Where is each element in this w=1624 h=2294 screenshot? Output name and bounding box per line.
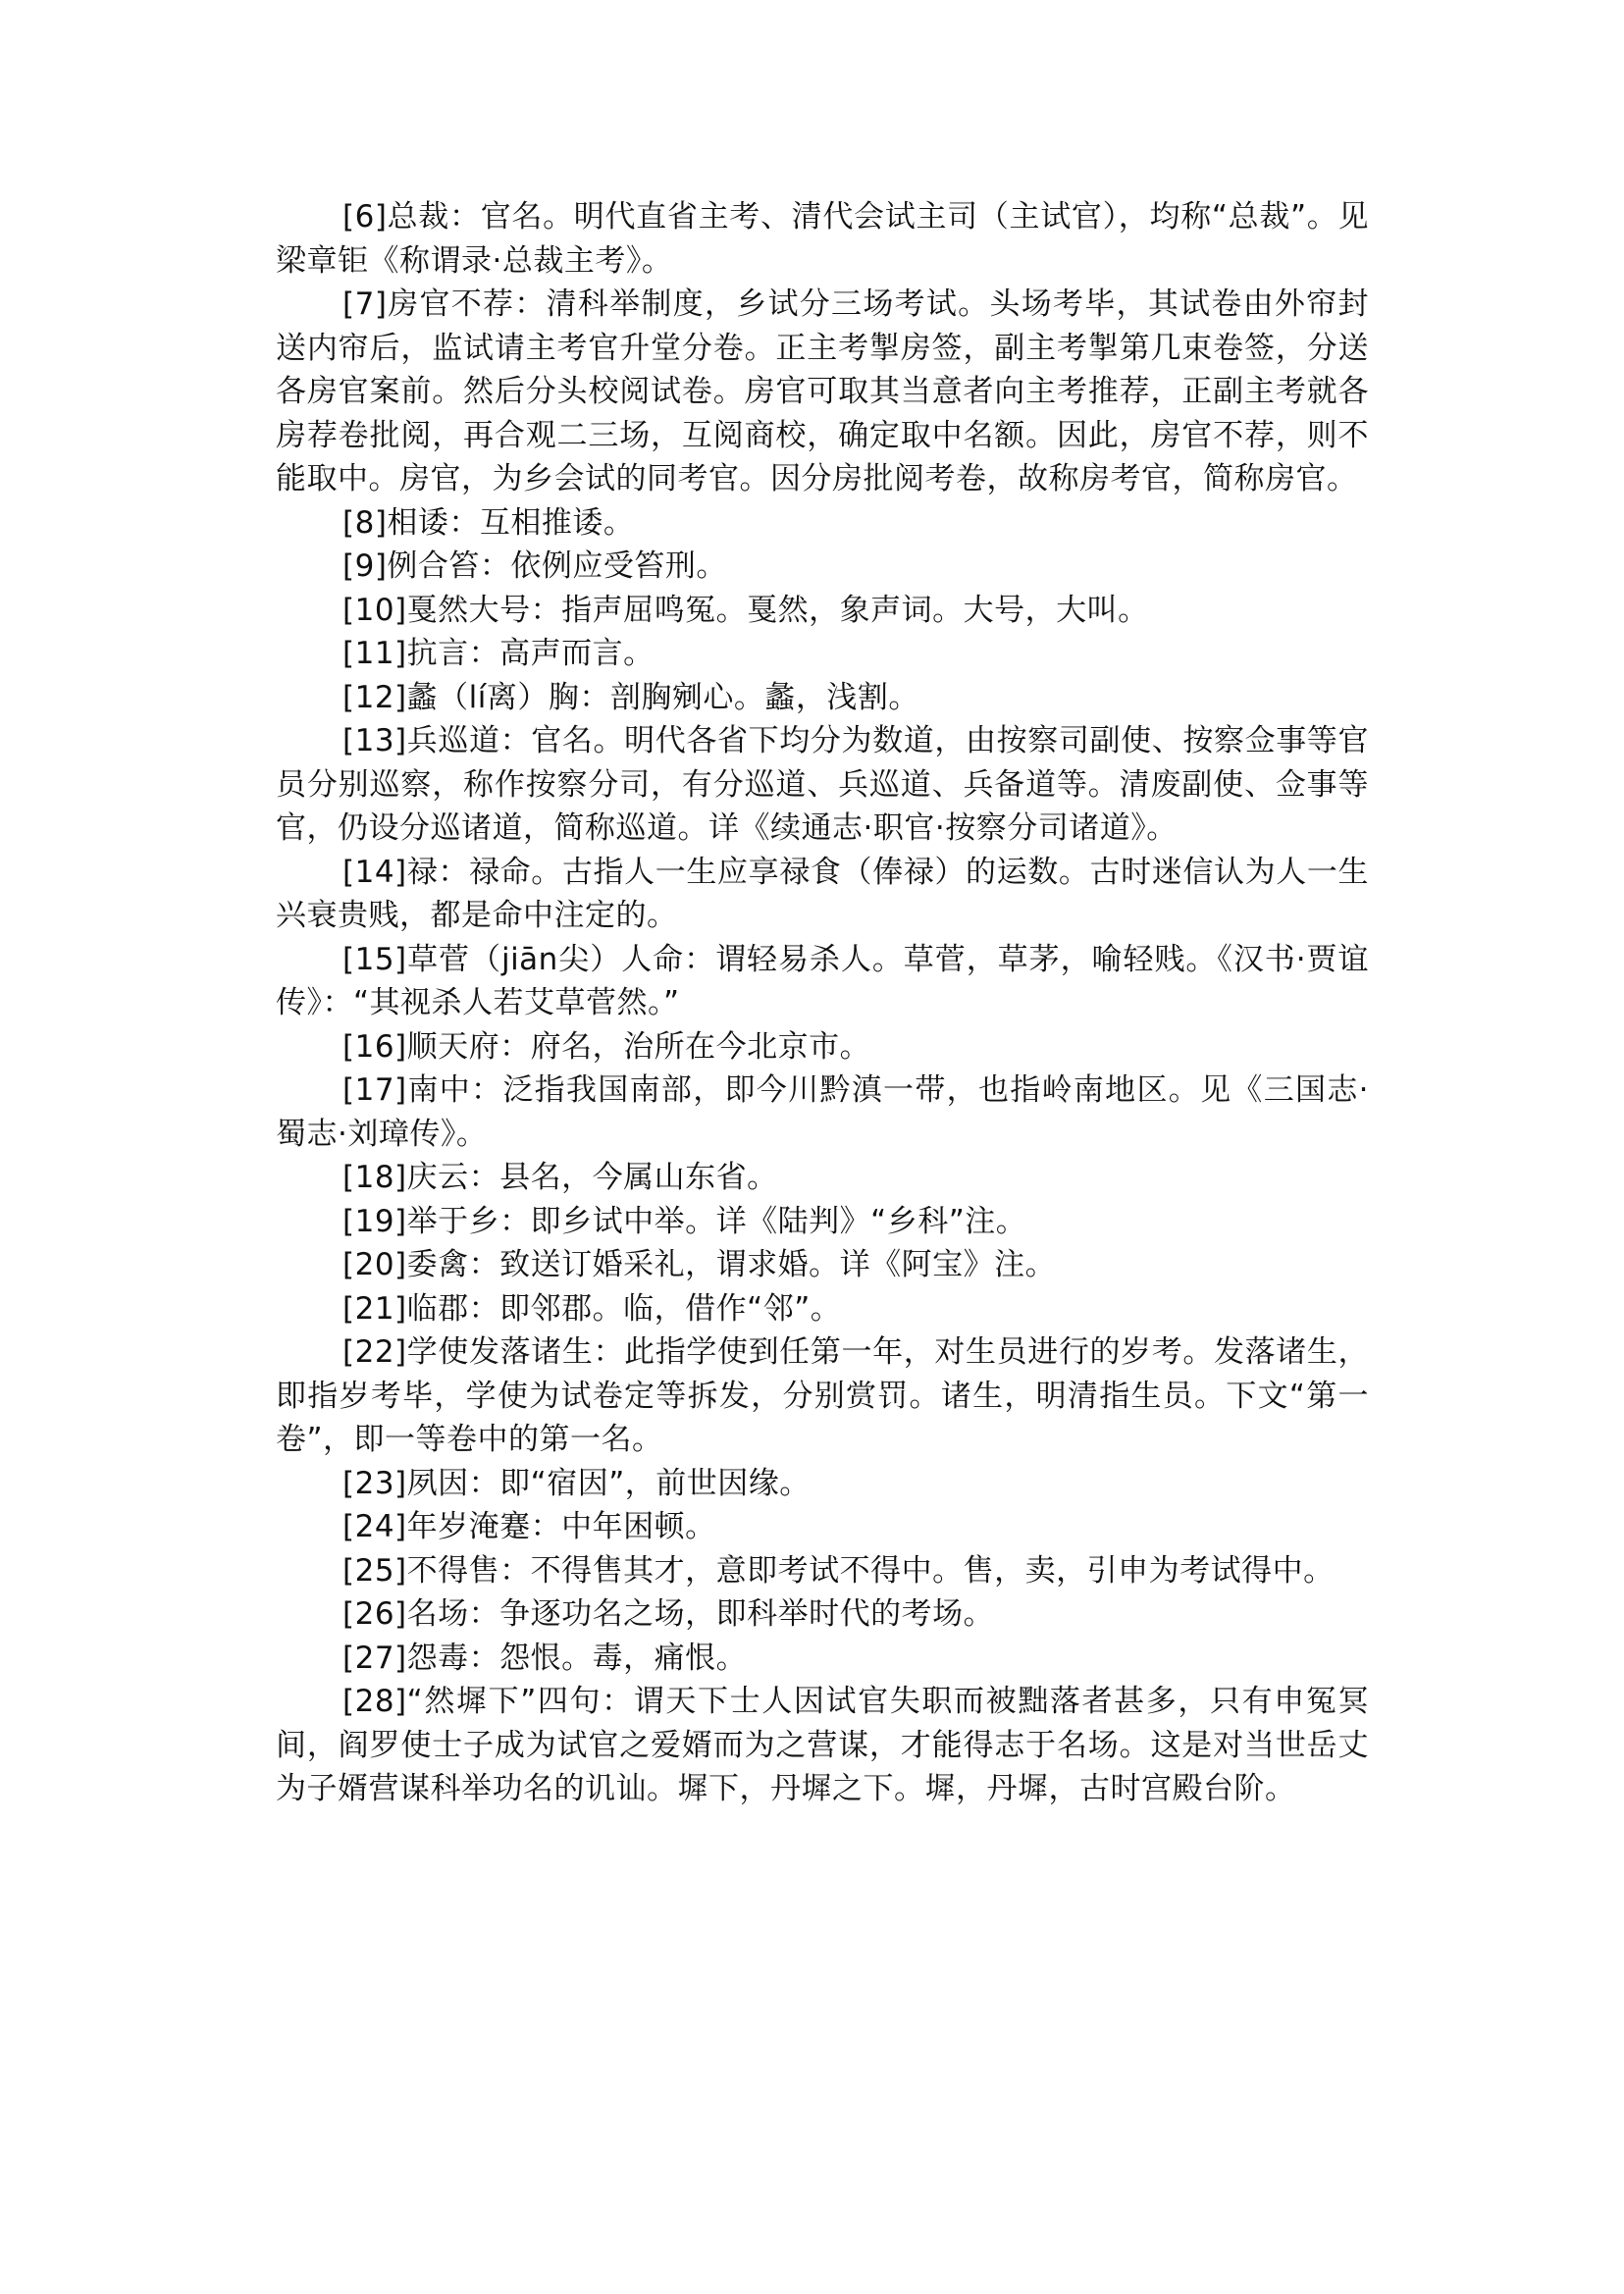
note-23: [23]夙因：即“宿因”，前世因缘。 [342, 1465, 811, 1501]
note-25: [25]不得售：不得售其才，意即考试不得中。售，卖，引申为考试得中。 [342, 1552, 1335, 1589]
note-10: [10]戛然大号：指声屈鸣冤。戛然，象声词。大号，大叫。 [342, 592, 1149, 628]
note-24: [24]年岁淹蹇：中年困顿。 [342, 1509, 716, 1544]
note-19: [19]举于乡：即乡试中举。详《陆判》“乡科”注。 [342, 1203, 1027, 1239]
note-20: [20]委禽：致送订婚采礼，谓求婚。详《阿宝》注。 [342, 1247, 1057, 1282]
note-15: [15]草菅（jiān尖）人命：谓轻易杀人。草菅，草茅，喻轻贱。《汉书·贾谊传》：“其视杀人若艾草菅然。” [276, 941, 1369, 1020]
notes-page [276, 195, 1369, 1811]
note-8: [8]相诿：互相推诿。 [342, 504, 635, 541]
note-11: [11]抗言：高声而言。 [342, 636, 655, 671]
note-17: [17]南中：泛指我国南部，即今川黔滇一带，也指岭南地区。见《三国志·蜀志·刘璋传》。 [276, 1072, 1369, 1152]
note-14: [14]禄：禄命。古指人一生应享禄食（俸禄）的运数。古时迷信认为人一生兴衰贵贱，都是命中注定的。 [276, 854, 1369, 933]
note-12: [12]蠡（lí离）胸：剖胸剜心。蠡，浅割。 [342, 679, 919, 715]
note-16: [16]顺天府：府名，治所在今北京市。 [342, 1028, 871, 1065]
note-9: [9]例合笞：依例应受笞刑。 [342, 548, 727, 584]
note-21: [21]临郡：即邻郡。临，借作“邻”。 [342, 1290, 842, 1327]
note-22: [22]学使发落诸生：此指学使到任第一年，对生员进行的岁考。发落诸生，即指岁考毕，学使为试卷定等拆发，分别赏罚。诸生，明清指生员。下文“第一卷”，即一等卷中的第一名。 [276, 1334, 1369, 1457]
note-7: [7]房官不荐：清科举制度，乡试分三场考试。头场考毕，其试卷由外帘封送内帘后，监试请主考官升堂分卷。正主考掣房签，副主考掣第几束卷签，分送各房官案前。然后分头校阅试卷。房官可取其当意者向主考推荐，正副主考就各房荐卷批阅，再合观二三场，互阅商校，确定取中名额。因此，房官不荐，则不能取中。房官，为乡会试的同考官。因分房批阅考卷，故称房考官，简称房官。 [276, 287, 1369, 496]
note-27: [27]怨毒：怨恨。毒，痛恨。 [342, 1640, 748, 1676]
note-26: [26]名场：争逐功名之场，即科举时代的考场。 [342, 1596, 995, 1632]
note-13: [13]兵巡道：官名。明代各省下均分为数道，由按察司副使、按察佥事等官员分别巡察，称作按察分司，有分巡道、兵巡道、兵备道等。清废副使、佥事等官，仍设分巡诸道，简称巡道。详《续通志·职官·按察分司诸道》。 [276, 723, 1369, 846]
note-18: [18]庆云：县名，今属山东省。 [342, 1160, 778, 1195]
note-6: [6]总裁：官名。明代直省主考、清代会试主司（主试官），均称“总裁”。见梁章钜《称谓录·总裁主考》。 [276, 199, 1369, 279]
note-28: [28]“然墀下”四句：谓天下士人因试官失职而被黜落者甚多，只有申冤冥间，阎罗使士子成为试官之爱婿而为之营谋，才能得志于名场。这是对当世岳丈为子婿营谋科举功名的讥讪。墀下，丹墀之下。墀，丹墀，古时宫殿台阶。 [276, 1684, 1369, 1806]
